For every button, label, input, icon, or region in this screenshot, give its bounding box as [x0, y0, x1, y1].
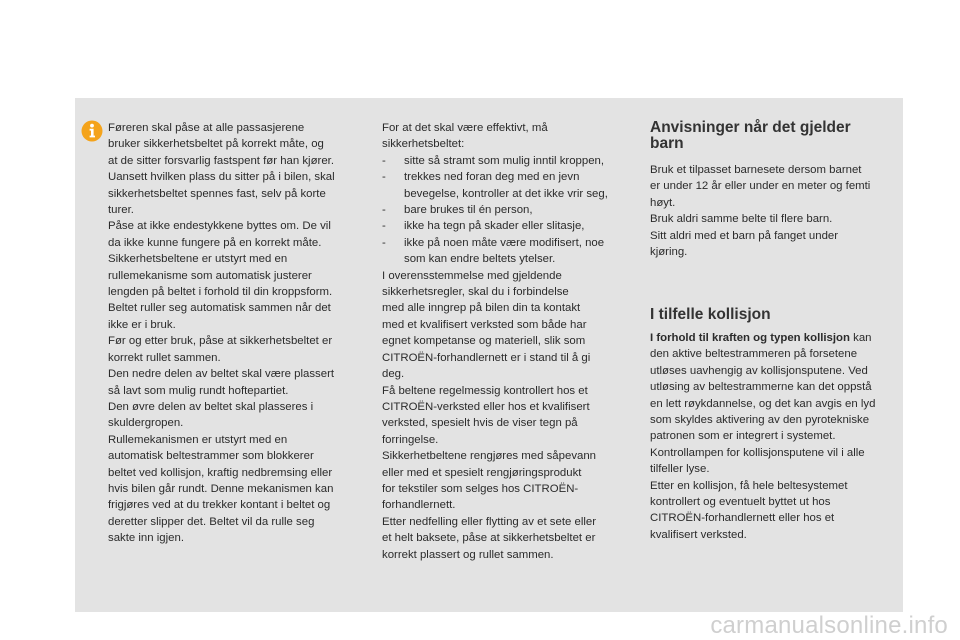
col2-line: Etter nedfelling eller flytting av et sete eller [382, 515, 597, 528]
dash-bullet: - [382, 171, 386, 184]
requirement-item [382, 235, 628, 268]
info-icon [81, 120, 103, 142]
collision-line: utløses uavhengig av kollisjonsputene. Ved [650, 364, 868, 377]
col3-line: Bruk et tilpasset barnesete dersom barnet [650, 164, 862, 176]
requirement-line: trekkes ned foran deg med en jevn [404, 171, 580, 184]
children-advice-column [650, 120, 890, 260]
collision-line: den aktive beltestrammeren på forsetene [650, 348, 858, 361]
col1-line: Før og etter bruk, påse at sikkerhetsbeltet er [108, 335, 333, 348]
requirement-item [382, 169, 628, 202]
col1-line: Den nedre delen av beltet skal være plassert [108, 368, 335, 381]
col1-line: bruker sikkerhetsbeltet på korrekt måte, og [108, 138, 324, 151]
collision-heading: I tilfelle kollisjon [650, 306, 771, 323]
collision-bold-lead: I forhold til kraften og typen kollisjon [650, 332, 850, 344]
collision-line: patronen som er integrert i systemet. [650, 430, 836, 443]
col1-line: hvis bilen går rundt. Denne mekanismen kan [108, 482, 334, 495]
col1-line: deretter slipper det. Beltet vil da rulle seg [108, 515, 315, 528]
requirement-line: ikke ha tegn på skader eller slitasje, [404, 220, 585, 233]
col1-line: Den øvre delen av beltet skal plasseres i [108, 400, 314, 413]
requirement-line: sitte så stramt som mulig inntil kroppen, [404, 154, 605, 167]
requirement-line: som kan endre beltets ytelser. [404, 253, 556, 266]
col1-line: sakte inn igjen. [108, 532, 184, 545]
collision-line: kvalifisert verksted. [650, 528, 747, 541]
col1-line: beltet ved kollisjon, kraftig nedbremsing eller [108, 466, 333, 479]
col2-line: et helt baksete, påse at sikkerhetsbeltet er [382, 532, 596, 545]
col2-line: Få beltene regelmessig kontrollert hos et [382, 384, 588, 397]
col2-line: forhandlernett. [382, 499, 456, 512]
collision-line: en lett røykdannelse, og det kan avgis en lyd [650, 397, 876, 410]
requirement-item [382, 153, 628, 169]
col2-line: korrekt plassert og rullet sammen. [382, 548, 554, 561]
collision-line: som skyldes aktivering av den pyrotekniske [650, 414, 870, 427]
col2-line: sikkerhetsregler, skal du i forbindelse [382, 286, 569, 299]
requirement-line: ikke på noen måte være modifisert, noe [404, 236, 605, 249]
col1-line: Påse at ikke endestykkene byttes om. De vil [108, 220, 331, 233]
col2-line: for tekstiler som selges hos CITROËN- [382, 482, 579, 495]
belt-requirements-column [382, 120, 628, 563]
collision-line: kontrollert og eventuelt byttet ut hos [650, 496, 831, 509]
col3-line: Bruk aldri samme belte til flere barn. [650, 213, 833, 226]
col2-line: CITROËN-forhandlernett er i stand til å gi [382, 351, 591, 364]
collision-line: CITROËN-forhandlernett eller hos et [650, 512, 835, 525]
col1-line: sikkerhetsbeltet spennes fast, selv på korte [108, 187, 326, 200]
collision-line: utløsing av beltestrammerne kan det oppstå [650, 381, 872, 394]
col1-line: turer. [108, 204, 134, 217]
collision-line: tilfeller lyse. [650, 463, 710, 476]
col2-line: forringelse. [382, 433, 439, 446]
col3-line: er under 12 år eller under en meter og femti [650, 180, 871, 193]
col1-line: Sikkerhetsbeltene er utstyrt med en [108, 253, 288, 266]
dash-bullet: - [382, 154, 386, 167]
col1-line: korrekt rullet sammen. [108, 351, 221, 364]
col1-line: Rullemekanismen er utstyrt med en [108, 433, 288, 446]
col2-intro-line: For at det skal være effektivt, må [382, 122, 548, 134]
collision-text [650, 330, 892, 543]
requirement-item [382, 202, 628, 218]
col2-line: I overensstemmelse med gjeldende [382, 269, 562, 282]
col1-line: da ikke kunne fungere på en korrekt måte. [108, 236, 322, 249]
col1-line: lengden på beltet i forhold til din kroppsform. [108, 286, 333, 299]
col3-line: Sitt aldri med et barn på fanget under [650, 229, 839, 242]
col2-line: eller med et spesielt rengjøringsprodukt [382, 466, 582, 479]
children-advice-heading [650, 120, 890, 152]
collision-line: Kontrollampen for kollisjonsputene vil i alle [650, 446, 865, 459]
col3-line: høyt. [650, 196, 676, 209]
col1-line: frigjøres ved at du trekker kontant i beltet og [108, 499, 331, 512]
col1-line: Føreren skal påse at alle passasjerene [108, 122, 305, 134]
col2-line: egnet kompetanse og materiell, slik som [382, 335, 586, 348]
heading-line: Anvisninger når det gjelder [650, 119, 851, 136]
col1-line: automatisk beltestrammer som blokkerer [108, 450, 314, 463]
heading-line: barn [650, 135, 684, 152]
col2-line: deg. [382, 368, 405, 381]
col1-line: så lavt som mulig rundt hoftepartiet. [108, 384, 289, 397]
col1-line: rullemekanisme som automatisk justerer [108, 269, 312, 282]
collision-first-line [650, 330, 892, 346]
requirement-line: bevegelse, kontroller at det ikke vrir seg, [404, 187, 608, 200]
dash-bullet: - [382, 204, 386, 217]
col2-line: verksted, spesielt hvis de viser tegn på [382, 417, 578, 430]
dash-bullet: - [382, 236, 386, 249]
col1-line: ikke er i bruk. [108, 318, 176, 331]
requirement-line: bare brukes til én person, [404, 204, 533, 217]
dash-bullet: - [382, 220, 386, 233]
collision-first-rest: kan [849, 332, 872, 344]
safety-notice-column [108, 120, 358, 547]
col1-line: Beltet ruller seg automatisk sammen når det [108, 302, 331, 315]
col3-line: kjøring. [650, 246, 688, 259]
col2-line: CITROËN-verksted eller hos et kvalifisert [382, 400, 590, 413]
col1-line: Uansett hvilken plass du sitter på i bilen, skal [108, 171, 335, 184]
collision-line: Etter en kollisjon, få hele beltesystemet [650, 479, 848, 492]
col1-line: skuldergropen. [108, 417, 184, 430]
requirement-item [382, 218, 628, 234]
col2-line: med alle inngrep på bilen din ta kontakt [382, 302, 581, 315]
col2-line: med et kvalifisert verksted som både har [382, 318, 587, 331]
watermark: carmanualsonline.info [710, 612, 948, 639]
col2-intro-line: sikkerhetsbeltet: [382, 138, 465, 151]
col1-line: at de sitter forsvarlig fastspent før han kjører. [108, 154, 334, 167]
col2-line: Sikkerhetbeltene rengjøres med såpevann [382, 450, 597, 463]
